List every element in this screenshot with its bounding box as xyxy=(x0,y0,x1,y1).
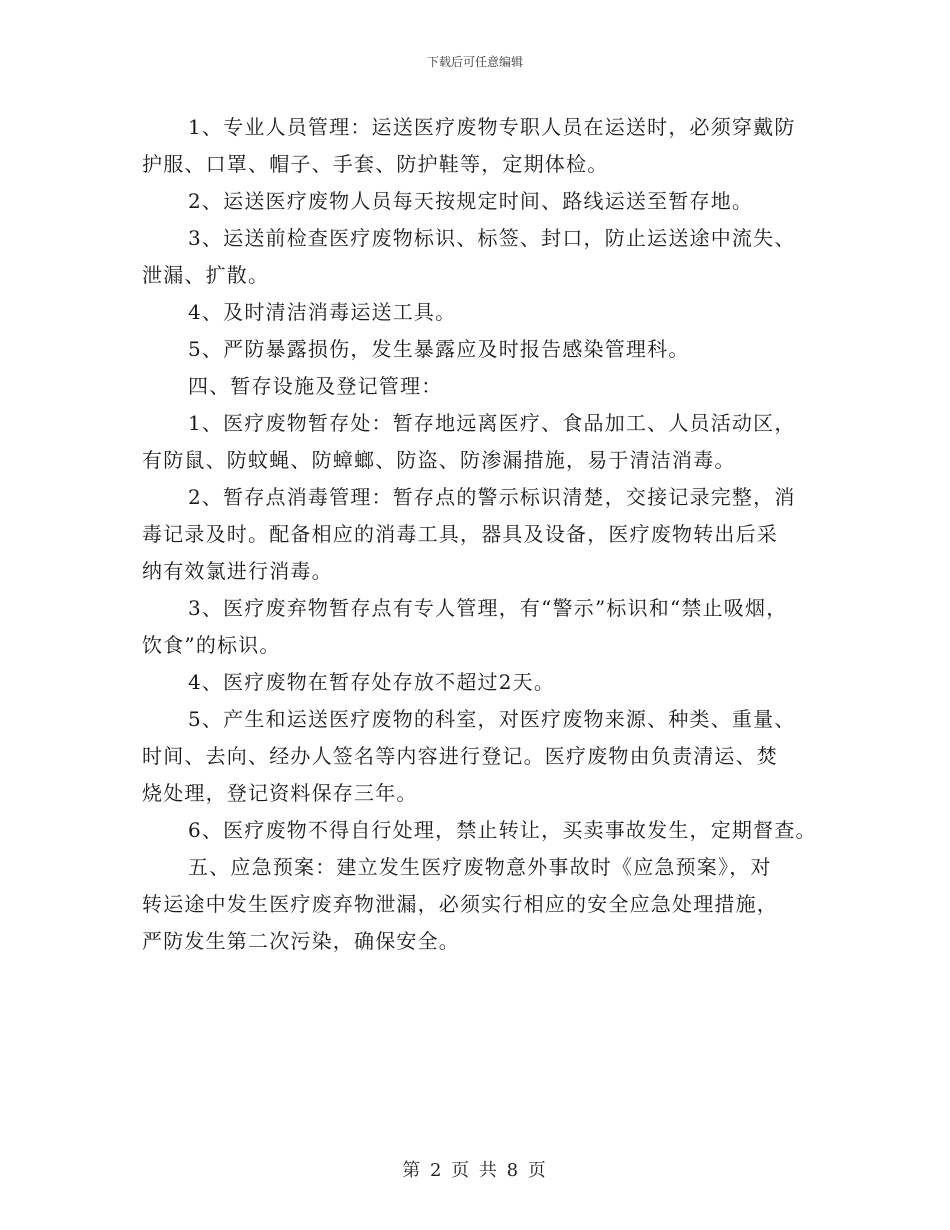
body-line: 5、严防暴露损伤，发生暴露应及时报告感染管理科。 xyxy=(188,337,690,361)
body-line: 5、产生和运送医疗废物的科室，对医疗废物来源、种类、重量、 xyxy=(188,707,796,731)
body-line: 1、专业人员管理：运送医疗废物专职人员在运送时，必须穿戴防 xyxy=(188,115,796,139)
body-line: 纳有效氯进行消毒。 xyxy=(142,559,333,583)
body-line: 护服、口罩、帽子、手套、防护鞋等，定期体检。 xyxy=(142,152,609,176)
body-line: 烧处理，登记资料保存三年。 xyxy=(142,781,418,805)
body-line: 3、运送前检查医疗废物标识、标签、封口，防止运送途中流失、 xyxy=(188,226,796,250)
body-line: 2、运送医疗废物人员每天按规定时间、路线运送至暂存地。 xyxy=(188,189,754,213)
body-line: 有防鼠、防蚊蝇、防蟑螂、防盗、防渗漏措施，易于清洁消毒。 xyxy=(142,448,736,472)
body-line: 泄漏、扩散。 xyxy=(142,263,270,287)
body-line: 3、医疗废弃物暂存点有专人管理，有“警示”标识和“禁止吸烟， xyxy=(188,596,788,620)
body-line: 毒记录及时。配备相应的消毒工具，器具及设备，医疗废物转出后采 xyxy=(142,522,778,546)
page-header: 下载后可任意编辑 xyxy=(426,55,523,69)
body-line: 2、暂存点消毒管理：暂存点的警示标识清楚，交接记录完整，消 xyxy=(188,485,796,509)
body-line: 4、及时清洁消毒运送工具。 xyxy=(188,300,457,324)
body-line: 转运途中发生医疗废弃物泄漏，必须实行相应的安全应急处理措施， xyxy=(142,892,778,916)
body-line: 1、医疗废物暂存处：暂存地远离医疗、食品加工、人员活动区， xyxy=(188,411,796,435)
section-heading: 四、暂存设施及登记管理： xyxy=(188,374,443,398)
body-line: 严防发生第二次污染，确保安全。 xyxy=(142,929,460,953)
body-line: 4、医疗废物在暂存处存放不超过2天。 xyxy=(188,670,556,694)
section-heading: 五、应急预案：建立发生医疗废物意外事故时《应急预案》，对 xyxy=(188,855,772,879)
page-number: 第 2 页 共 8 页 xyxy=(402,1160,548,1181)
body-line: 6、医疗废物不得自行处理，禁止转让，买卖事故发生，定期督查。 xyxy=(188,818,817,842)
body-line: 时间、去向、经办人签名等内容进行登记。医疗废物由负责清运、焚 xyxy=(142,744,778,768)
body-line: 饮食”的标识。 xyxy=(142,633,281,657)
